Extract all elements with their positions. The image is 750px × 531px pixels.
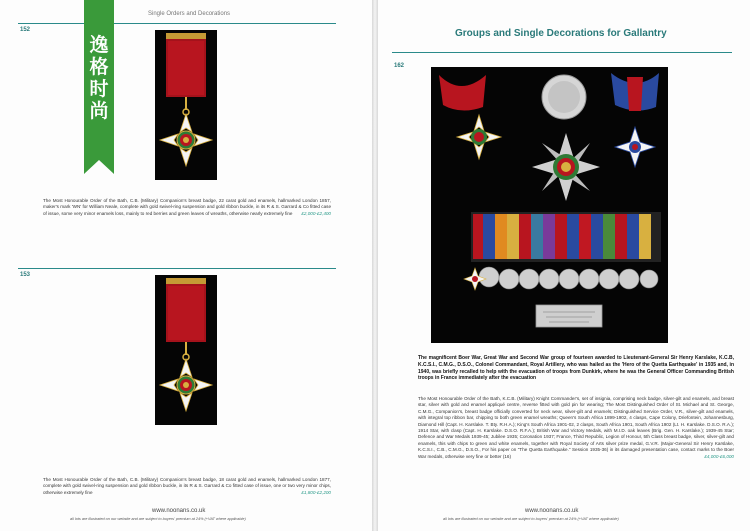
lot-152-photo [155,30,217,180]
lot-153-price: £1,800-£2,200 [301,489,331,495]
lot-153-photo [155,275,217,425]
lot-162-photo [431,67,668,343]
banner-character: 格 [89,56,109,78]
lot-162-description [418,396,734,460]
lot-152-text: The Most Honourable Order of the Bath, C.B. (Military) Companion's breast badge, 22 carat gold and enamels, hallmarked London 1857, maker's mark 'WN' for William Neale, complete with gold swivel-ring suspension and gold ribbon buckle, in its R & S. Garrard & Co fitted case of issue, some very minor enamels loss, mainly to red berries and green leaves of wreaths, otherwise nearly extremely fine [43,198,331,216]
banner-character: 尚 [89,100,109,122]
lot-153-description [43,477,331,496]
footer-url[interactable]: www.noonans.co.uk [152,508,206,514]
page-gutter [372,0,378,531]
header-rule [18,23,336,24]
cb-badge-image [155,275,217,425]
banner-character: 时 [89,78,109,100]
footer-note: all lots are illustrated on our website and are subject to buyers' premium at 24% (+VAT where applicable) [70,517,246,521]
banner-character: 逸 [89,34,109,56]
medal-group-image [431,67,668,343]
lot-divider-rule [18,268,336,269]
footer-note: all lots are illustrated on our website and are subject to buyers' premium at 24% (+VAT where applicable) [443,517,619,521]
lot-162-headline: The magnificent Boer War, Great War and Second War group of fourteen awarded to Lieutenant-General Sir Henry Karslake, K.C.B, K.C.S.I., C.M.G., D.S.O., Colonel Commandant, Royal Artillery, who was hailed as the 'Hero of the Quetta Earthquake' in 1935 and, in 1940, was briefly recalled to help with the evacuation of troops from Dunkirk, where he was the General Officer Commanding British troops in France immediately after the evacuation [418,355,734,382]
header-rule [392,52,732,53]
lot-153-number: 153 [20,272,31,278]
cb-badge-image [155,30,217,180]
running-head: Single Orders and Decorations [148,11,231,17]
lot-153-text: The Most Honourable Order of the Bath, C.B. (Military) Companion's breast badge, 18 carat gold and enamels, hallmarked London 1877, complete with gold swivel-ring suspension and gold ribbon buckle, in its R & S. Garrard & Co fitted case of issue, one or two very minor chips, otherwise extremely fine [43,477,331,495]
lot-162-number: 162 [394,63,405,69]
page-number: 152 [20,27,31,33]
section-title: Groups and Single Decorations for Gallantry [455,28,667,39]
lot-162-price: £4,000-£6,000 [704,453,734,459]
lot-162-text: The Most Honourable Order of the Bath, K.C.B. (Military) Knight Commander's, set of insignia, comprising neck badge, silver-gilt and enamels, and breast star, silver with gold and enamel appliqué centre, reverse fitted with gold pin for wearing; The Most Distinguished Order of St. Michael and St. George, C.M.G., Companion's, breast badge officially converted for neck wear, silver-gilt and enamels; Distinguished Service Order, V.R., silver-gilt and enamels, with integral top ribbon bar, chipping to both green enamel wreaths; Queen's South Africa 1899-1902, 4 clasps, Cape Colony, Driefontein, Johannesburg, Diamond Hill (Capt. H. Karslake. T. Bty. R.H.A.); King's South Africa 1901-02, 2 clasps, South Africa 1901, South Africa 1902 (Lt. H. Karslake. D.S.O. R.A.); 1914 Star, with clasp (Capt. H. Karslake. D.S.O. R.F.A.); British War and Victory Medals, with M.I.D. oak leaves (Brig. Gen. H. Karslake.); 1939-45 Star; Defence and War Medals 1939-45; Jubilee 1935; Coronation 1937; France, Third Republic, Legion of Honour, 5th Class breast badge, silver, silver-gilt and enamels, this with chips to green and white enamels, together with Royal Society of Arts silver prize medal, G.V.R. (Major-General Sir Henry Karslake, K.C.S.I., C.B., C.M.G., D.S.O., For his paper on "The Quetta Earthquake." Session 1935-36) in its damaged presentation case, contact marks to the Boer War medals, otherwise very fine or better (16) [418,396,734,459]
lot-152-price: £2,000-£2,400 [301,210,331,216]
footer-url[interactable]: www.noonans.co.uk [525,508,579,514]
lot-152-description [43,198,331,217]
